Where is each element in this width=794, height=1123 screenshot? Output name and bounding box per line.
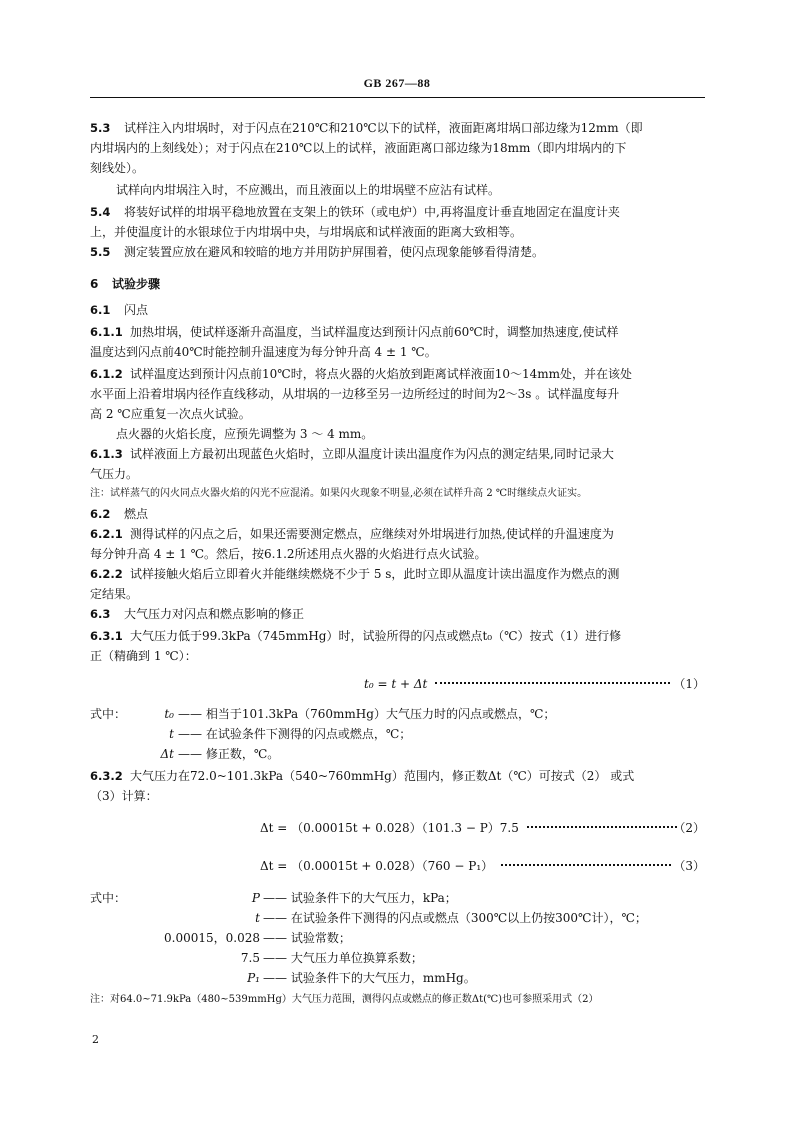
- variable: t: [169, 727, 174, 741]
- paragraph-text: 测定装置应放在避风和较暗的地方并用防护屏围着，使闪点现象能够看得清楚。: [124, 245, 545, 259]
- variable: t₀: [164, 707, 174, 721]
- section-title: 燃点: [124, 507, 149, 521]
- section-title: 大气压力对闪点和燃点影响的修正: [124, 607, 305, 621]
- formula-2-number: （2）: [673, 821, 705, 835]
- section-6-2-2-line-1: [90, 566, 619, 582]
- formula-1-number: （1）: [673, 677, 705, 691]
- section-6-2-1-line-1: [90, 526, 614, 542]
- formula-leader: [435, 682, 670, 684]
- paragraph-text: 试样液面上方最初出现蓝色火焰时，立即从温度计读出温度作为闪点的测定结果,同时记录大: [130, 447, 614, 461]
- where-2-var-t: [120, 910, 260, 926]
- section-6-3-1-line-1: [90, 628, 621, 644]
- section-6-1-3-line-2: 气压力。: [90, 467, 139, 481]
- section-title: 闪点: [124, 303, 149, 317]
- section-6-1-heading: [90, 302, 148, 318]
- where-2-var-P: [120, 890, 260, 906]
- section-5-5-line-1: [90, 244, 544, 260]
- section-6-2-heading: [90, 506, 148, 522]
- paragraph-text: 测得试样的闪点之后，如果还需要测定燃点，应继续对外坩埚进行加热,使试样的升温速度为: [130, 527, 614, 541]
- section-6-1-1-line-2: 温度达到闪点前40℃时能控制升温速度为每分钟升高 4 ± 1 ℃。: [90, 345, 437, 359]
- section-number: 5.3: [90, 121, 111, 135]
- formula-1: [364, 676, 670, 692]
- section-6-3-1-line-2: 正（精确到 1 ℃）：: [90, 649, 197, 663]
- section-6-3-2-note: 注：对64.0~71.9kPa（480~539mmHg）大气压力范围，测得闪点或燃点的修正数Δt(℃)也可参照采用式（2）: [90, 994, 599, 1005]
- section-number: 6.2.1: [90, 527, 123, 541]
- where-1-def-dt: —— 修正数，℃。: [178, 747, 280, 761]
- where-1-var-t: [110, 726, 174, 742]
- formula-leader: [501, 864, 671, 866]
- where-1-label: 式中：: [90, 707, 127, 721]
- paragraph-text: 试样注入内坩埚时，对于闪点在210℃和210℃以下的试样，液面距离坩埚口部边缘为12mm（即: [124, 121, 643, 135]
- section-6-3-heading: [90, 606, 304, 622]
- section-5-3-para-2: 试样向内坩埚注入时，不应溅出，而且液面以上的坩埚壁不应沾有试样。: [116, 183, 501, 197]
- section-number: 6.1.2: [90, 367, 123, 381]
- formula-2: [260, 820, 677, 836]
- section-6-1-1-line-1: [90, 324, 619, 340]
- where-2-def-P: —— 试验条件下的大气压力，kPa；: [263, 891, 457, 905]
- section-number: 6.3.2: [90, 769, 123, 783]
- where-2-var-constants: 0.00015，0.028: [164, 931, 260, 945]
- where-1-def-t0: —— 相当于101.3kPa（760mmHg）大气压力时的闪点或燃点，℃；: [178, 707, 556, 721]
- section-number: 6.1.1: [90, 325, 123, 339]
- where-2-def-t: —— 在试验条件下测得的闪点或燃点（300℃以上仍按300℃计），℃；: [263, 911, 647, 925]
- paragraph-text: 加热坩埚，使试样逐渐升高温度，当试样温度达到预计闪点前60℃时，调整加热速度,使试样: [130, 325, 619, 339]
- paragraph-text: 试样温度达到预计闪点前10℃时，将点火器的火焰放到距离试样液面10～14mm处，并在该处: [130, 367, 632, 381]
- section-6-1-2-para-2: 点火器的火焰长度，应预先调整为 3 ～ 4 mm。: [116, 427, 374, 441]
- where-1-def-t: —— 在试验条件下测得的闪点或燃点，℃；: [178, 727, 412, 741]
- page-number: 2: [92, 1033, 99, 1046]
- variable: Δt: [160, 747, 174, 761]
- variable: P₁: [247, 971, 260, 985]
- section-number: 5.5: [90, 245, 111, 259]
- where-2-var-factor: 7.5: [240, 951, 260, 965]
- section-6-1-3-note: 注：试样蒸气的闪火同点火器火焰的闪光不应混淆。如果闪火现象不明显,必须在试样升高 2 ℃时继续点火证实。: [90, 488, 588, 499]
- section-number: 6.3.1: [90, 629, 123, 643]
- section-5-3-line-2: 内坩埚内的上刻线处）；对于闪点在210℃以上的试样，液面距离口部边缘为18mm（即内坩埚内的下: [90, 141, 627, 155]
- formula-3-number: （3）: [673, 859, 705, 873]
- variable: P: [251, 891, 260, 905]
- section-6-3-2-line-1: [90, 768, 634, 784]
- formula-text: Δt = （0.00015t + 0.028）（101.3 − P）7.5: [260, 821, 519, 835]
- paragraph-text: 试样接触火焰后立即着火并能继续燃烧不少于 5 s，此时立即从温度计读出温度作为燃点的测: [130, 567, 620, 581]
- section-6-1-2-line-3: 高 2 ℃应重复一次点火试验。: [90, 407, 251, 421]
- section-number: 6.2: [90, 507, 111, 521]
- section-number: 6.3: [90, 607, 111, 621]
- section-6-heading: [90, 276, 160, 292]
- paragraph-text: 大气压力在72.0~101.3kPa（540~760mmHg）范围内，修正数Δt（℃）可按式（2） 或式: [130, 769, 635, 783]
- section-6-2-2-line-2: 定结果。: [90, 587, 139, 601]
- where-2-def-P1: —— 试验条件下的大气压力，mmHg。: [263, 971, 476, 985]
- where-1-var-t0: [110, 706, 174, 722]
- section-5-4-line-1: [90, 204, 620, 220]
- where-1-var-dt: [110, 746, 174, 762]
- where-2-label: 式中：: [90, 891, 127, 905]
- formula-leader: [527, 826, 677, 828]
- where-2-def-constants: —— 试验常数；: [263, 931, 351, 945]
- section-6-1-2-line-1: [90, 366, 632, 382]
- section-6-1-3-line-1: [90, 446, 614, 462]
- header-rule: [90, 97, 705, 98]
- formula-text: Δt = （0.00015t + 0.028）（760 − P₁）: [260, 859, 494, 873]
- section-title: 试验步骤: [112, 277, 161, 291]
- section-number: 6: [90, 277, 99, 291]
- formula-text: t₀ = t + Δt: [364, 677, 428, 691]
- variable: t: [255, 911, 260, 925]
- section-6-2-1-line-2: 每分钟升高 4 ± 1 ℃。然后，按6.1.2所述用点火器的火焰进行点火试验。: [90, 547, 487, 561]
- document-header: GB 267—88: [363, 76, 431, 90]
- paragraph-text: 将装好试样的坩埚平稳地放置在支架上的铁环（或电炉）中,再将温度计垂直地固定在温度计夹: [124, 205, 620, 219]
- formula-3: [260, 858, 671, 874]
- section-number: 6.2.2: [90, 567, 123, 581]
- section-number: 5.4: [90, 205, 111, 219]
- section-5-3-line-3: 刻线处）。: [90, 161, 145, 175]
- section-6-1-2-line-2: 水平面上沿着坩埚内径作直线移动，从坩埚的一边移至另一边所经过的时间为2～3s 。试样温度每升: [90, 387, 620, 401]
- section-number: 6.1: [90, 303, 111, 317]
- section-5-4-line-2: 上，并使温度计的水银球位于内坩埚中央，与坩埚底和试样液面的距离大致相等。: [90, 225, 523, 239]
- where-2-def-factor: —— 大气压力单位换算系数；: [263, 951, 423, 965]
- section-number: 6.1.3: [90, 447, 123, 461]
- section-6-3-2-line-2: （3）计算：: [90, 789, 158, 803]
- where-2-var-P1: [120, 970, 260, 986]
- section-5-3-line-1: [90, 120, 643, 136]
- paragraph-text: 大气压力低于99.3kPa（745mmHg）时，试验所得的闪点或燃点t₀（℃）按式（1）进行修: [130, 629, 622, 643]
